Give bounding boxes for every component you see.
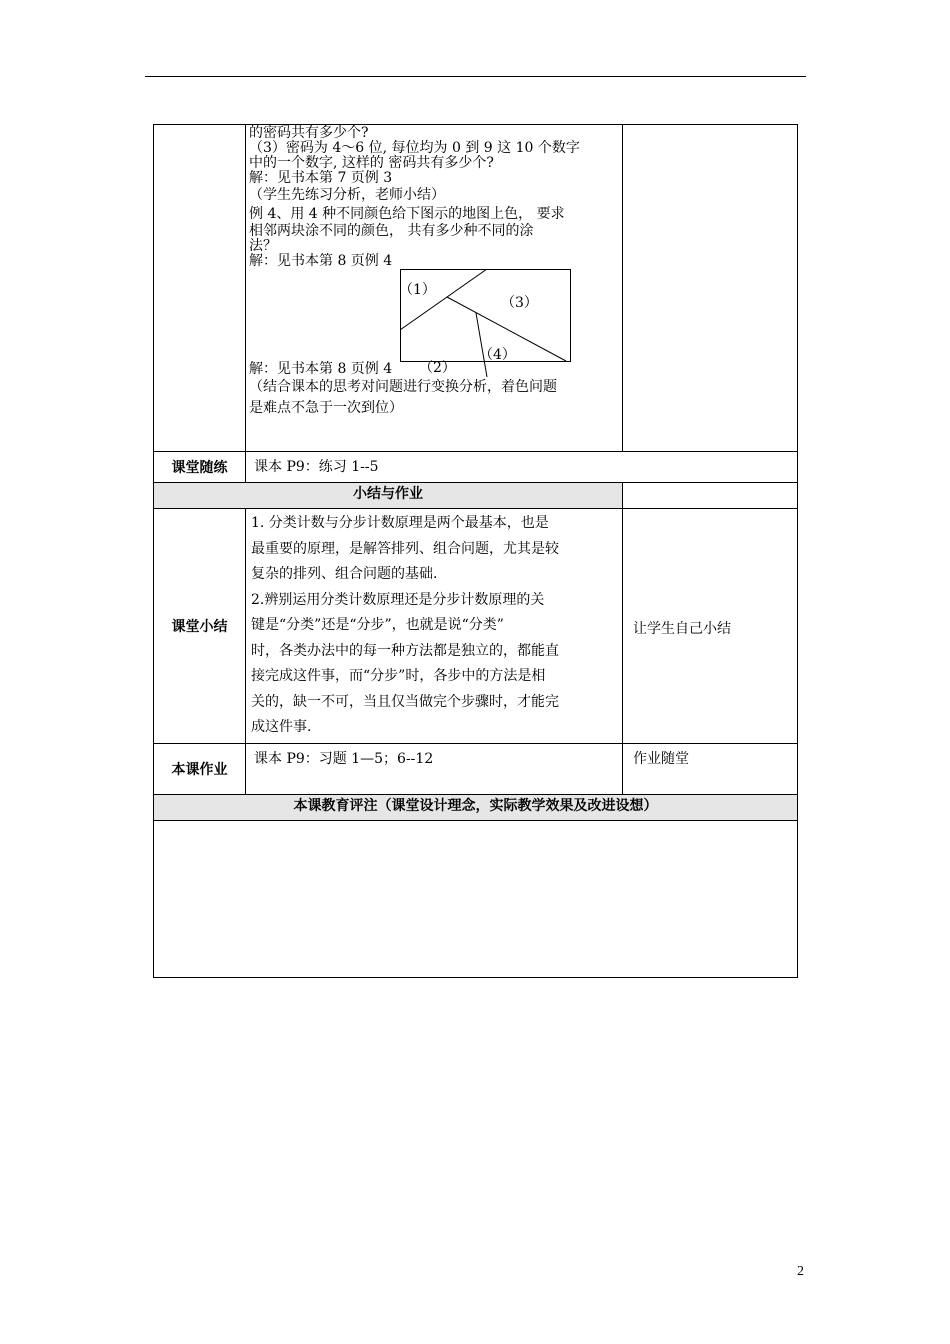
text-line: 成这件事. [251,719,312,735]
practice-content: 课本 P9：练习 1--5 [246,452,798,483]
reflection-row [154,820,798,977]
text-line: 时，各类办法中的每一种方法都是独立的，都能直 [251,642,559,659]
summary-header-blank [623,483,798,509]
summary-content [246,509,623,744]
text-line: 最重要的原理，是解答排列、组合问题，尤其是较 [251,540,559,557]
example-content-cell [246,125,623,452]
text-line: 解：见书本第 7 页例 3 [249,170,393,186]
map-border-line [400,269,487,330]
homework-note: 作业随堂 [623,743,798,794]
text-line: 关的，缺一不可，当且仅当做完个步骤时，才能完 [251,693,559,710]
summary-label: 课堂小结 [154,509,246,744]
map-figure [249,269,618,377]
example-note-cell [623,125,798,452]
example-row [154,125,798,452]
lesson-plan-table [153,124,798,978]
text-line: （学生先练习分析，老师小结） [249,187,445,203]
summary-header: 小结与作业 [154,483,623,509]
homework-label: 本课作业 [154,743,246,794]
text-line: 的密码共有多少个? [249,125,369,141]
practice-label: 课堂随练 [154,452,246,483]
example-label-cell [154,125,246,452]
region-4-label: （4） [479,347,516,363]
text-line: 键是“分类”还是“分步”，也就是说“分类” [251,617,504,633]
text-line: 例 4、用 4 种不同颜色给下图示的地图上色， 要求 [249,206,565,222]
text-line: 2.辨别运用分类计数原理还是分步计数原理的关 [251,591,545,608]
summary-note: 让学生自己小结 [623,509,798,744]
text-line: 解：见书本第 8 页例 4 [249,361,393,377]
text-line: 相邻两块涂不同的颜色， 共有多少种不同的涂 [249,223,534,239]
region-1-label: （1） [399,282,436,298]
region-3-label: （3） [501,295,538,311]
text-line: 法？ [249,238,277,254]
text-line: 复杂的排列、组合问题的基础. [251,566,438,582]
practice-row [154,452,798,483]
text-line: （3）密码为 4～6 位, 每位均为 0 到 9 这 10 个数字 [249,140,580,156]
map-border-line [476,313,487,377]
text-line: （结合课本的思考对问题进行变换分析，着色问题 [249,379,557,395]
text-line: 接完成这件事，而“分步”时，各步中的方法是相 [251,668,546,684]
reflection-content [154,820,798,977]
region-2-label: （2） [419,360,456,376]
header-rule [145,76,806,77]
text-line: 中的一个数字, 这样的 密码共有多少个? [249,155,494,171]
homework-row [154,743,798,794]
reflection-header-row [154,794,798,820]
text-line: 1. 分类计数与分步计数原理是两个最基本，也是 [251,515,549,531]
summary-header-row [154,483,798,509]
summary-row [154,509,798,744]
reflection-header: 本课教育评注（课堂设计理念，实际教学效果及改进设想） [154,794,798,820]
text-line: 解：见书本第 8 页例 4 [249,253,393,269]
page-number: 2 [797,1264,804,1279]
text-line: 是难点不急于一次到位） [249,400,403,416]
homework-content: 课本 P9：习题 1—5；6--12 [246,743,623,794]
